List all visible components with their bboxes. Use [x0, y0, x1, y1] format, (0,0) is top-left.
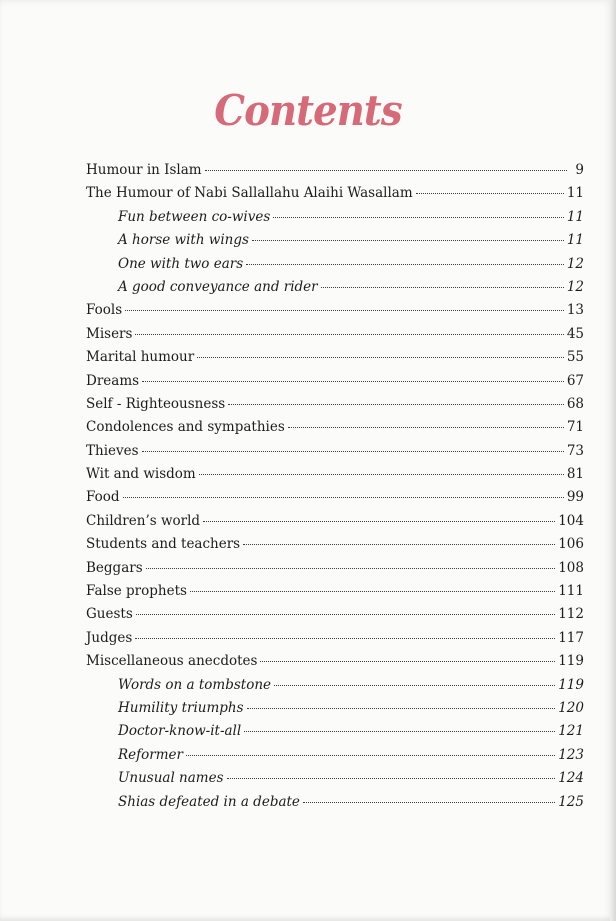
toc-entry-page-number: 117 — [558, 629, 584, 646]
toc-entry-label: Children’s world — [86, 512, 201, 529]
dot-leader — [135, 334, 563, 335]
dot-leader — [146, 568, 556, 569]
toc-entry-page-number: 119 — [558, 653, 584, 670]
dot-leader — [274, 685, 555, 686]
toc-entry — [86, 583, 584, 606]
toc-entry — [86, 606, 584, 629]
toc-entry-page-number: 125 — [558, 793, 584, 810]
dot-leader — [136, 614, 555, 615]
toc-subentry — [86, 723, 584, 746]
toc-entry-page-number: 71 — [566, 419, 584, 436]
toc-entry-page-number: 11 — [566, 232, 584, 249]
dot-leader — [199, 474, 564, 475]
dot-leader — [244, 731, 555, 732]
toc-entry-label: Unusual names — [118, 770, 224, 787]
toc-entry-label: Shias defeated in a debate — [118, 793, 300, 810]
dot-leader — [123, 497, 564, 498]
dot-leader — [416, 193, 564, 194]
toc-entry-page-number: 13 — [566, 302, 584, 319]
toc-subentry — [86, 232, 584, 255]
dot-leader — [125, 310, 564, 311]
toc-entry-page-number: 12 — [566, 255, 584, 272]
toc-entry — [86, 653, 584, 676]
dot-leader — [142, 451, 564, 452]
toc-entry — [86, 466, 584, 489]
toc-entry-label: Misers — [86, 325, 133, 342]
toc-entry-label: One with two ears — [118, 255, 244, 272]
toc-entry-label: Fun between co-wives — [118, 208, 271, 225]
toc-entry-label: Judges — [86, 629, 133, 646]
page-title: Contents — [214, 86, 402, 136]
dot-leader — [246, 264, 564, 265]
toc-entry-label: False prophets — [86, 583, 187, 600]
dot-leader — [247, 708, 556, 709]
toc-subentry — [86, 209, 584, 232]
toc-entry-page-number: 123 — [558, 746, 584, 763]
toc-entry-label: Humility triumphs — [118, 699, 244, 716]
toc-entry-label: Food — [86, 489, 120, 506]
dot-leader — [288, 427, 564, 428]
dot-leader — [186, 755, 555, 756]
toc-entry — [86, 560, 584, 583]
toc-entry-label: Humour in Islam — [86, 162, 202, 178]
toc-entry — [86, 630, 584, 653]
toc-entry-page-number: 11 — [566, 208, 584, 225]
toc-entry-page-number: 11 — [566, 185, 584, 202]
toc-entry-label: The Humour of Nabi Sallallahu Alaihi Wasallam — [86, 185, 413, 202]
toc-subentry — [86, 770, 584, 793]
toc-entry-page-number: 68 — [566, 395, 584, 412]
toc-entry-label: Dreams — [86, 372, 140, 389]
toc-subentry — [86, 794, 584, 817]
dot-leader — [203, 521, 555, 522]
dot-leader — [197, 357, 564, 358]
toc-entry-page-number: 73 — [566, 442, 584, 459]
toc-entry-page-number: 119 — [558, 676, 584, 693]
toc-entry-page-number: 99 — [566, 489, 584, 506]
toc-subentry — [86, 677, 584, 700]
toc-entry — [86, 489, 584, 512]
toc-entry-label: Condolences and sympathies — [86, 419, 285, 436]
toc-entry-page-number: 9 — [575, 162, 584, 178]
toc-entry — [86, 302, 584, 325]
dot-leader — [252, 240, 564, 241]
dot-leader — [135, 638, 555, 639]
page-edge — [610, 0, 616, 921]
dot-leader — [228, 404, 564, 405]
toc-entry-page-number: 120 — [558, 699, 584, 716]
dot-leader — [190, 591, 555, 592]
dot-leader — [260, 661, 555, 662]
toc-entry-page-number: 104 — [558, 512, 584, 529]
toc-entry — [86, 536, 584, 559]
toc-entry-page-number: 67 — [566, 372, 584, 389]
table-of-contents — [86, 162, 584, 817]
toc-entry-label: Wit and wisdom — [86, 466, 196, 483]
toc-entry — [86, 419, 584, 442]
dot-leader — [142, 381, 564, 382]
toc-entry — [86, 443, 584, 466]
toc-entry-page-number: 12 — [566, 278, 584, 295]
toc-subentry — [86, 279, 584, 302]
toc-entry-label: Students and teachers — [86, 536, 241, 553]
toc-entry — [86, 162, 584, 185]
toc-entry — [86, 185, 584, 208]
toc-subentry — [86, 747, 584, 770]
dot-leader — [273, 217, 564, 218]
toc-entry-label: Thieves — [86, 442, 139, 459]
toc-entry-label: Doctor-know-it-all — [118, 723, 242, 740]
toc-entry-page-number: 45 — [566, 325, 584, 342]
dot-leader — [205, 170, 567, 171]
toc-entry-label: Self - Righteousness — [86, 395, 226, 412]
toc-entry-label: A horse with wings — [118, 232, 249, 249]
toc-entry-page-number: 111 — [558, 583, 584, 600]
toc-entry-page-number: 112 — [558, 606, 584, 623]
toc-entry — [86, 373, 584, 396]
toc-entry — [86, 513, 584, 536]
toc-subentry — [86, 256, 584, 279]
toc-entry-page-number: 108 — [558, 559, 584, 576]
toc-subentry — [86, 700, 584, 723]
toc-entry-page-number: 55 — [566, 349, 584, 366]
toc-entry-label: Miscellaneous anecdotes — [86, 653, 258, 670]
toc-entry-label: Fools — [86, 302, 123, 319]
toc-entry-label: Words on a tombstone — [118, 676, 272, 693]
dot-leader — [243, 544, 555, 545]
toc-entry-page-number: 124 — [558, 770, 584, 787]
toc-entry-label: Guests — [86, 606, 133, 623]
toc-entry — [86, 396, 584, 419]
toc-entry-label: Beggars — [86, 559, 143, 576]
dot-leader — [321, 287, 564, 288]
toc-entry — [86, 349, 584, 372]
toc-entry-label: Reformer — [118, 746, 183, 763]
toc-entry-page-number: 121 — [558, 723, 584, 740]
dot-leader — [227, 778, 556, 779]
toc-entry-page-number: 106 — [558, 536, 584, 553]
toc-entry-label: Marital humour — [86, 349, 195, 366]
toc-entry-page-number: 81 — [566, 466, 584, 483]
dot-leader — [303, 802, 555, 803]
toc-entry-label: A good conveyance and rider — [118, 278, 318, 295]
toc-entry — [86, 326, 584, 349]
